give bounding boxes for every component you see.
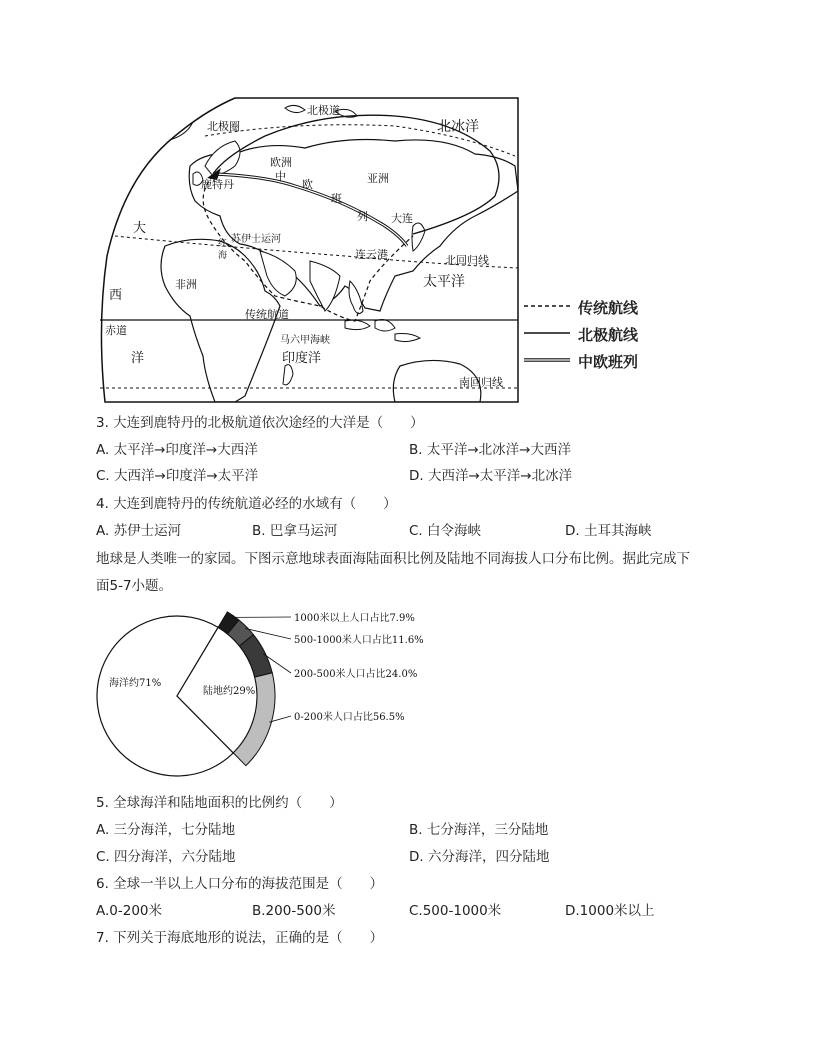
q5-option-c[interactable]: C. 四分海洋，六分陆地: [96, 849, 236, 865]
label-suez: 苏伊士运河: [231, 234, 281, 245]
label-traditional-route: 传统航道: [245, 308, 289, 321]
map-legend: [522, 296, 652, 378]
alt-1000plus-label: 1000米以上人口占比7.9%: [294, 613, 415, 624]
label-asia: 亚洲: [367, 172, 389, 185]
intro-paragraph-line1: 地球是人类唯一的家园。下图示意地球表面海陆面积比例及陆地不同海拔人口分布比例。据此完成下: [96, 551, 690, 567]
legend-rail-label: 中欧班列: [578, 353, 639, 371]
world-route-map: [95, 96, 520, 403]
label-malacca: 马六甲海峡: [280, 335, 330, 346]
intro-paragraph-line2: 面5-7小题。: [96, 578, 173, 594]
q6-stem: 6. 全球一半以上人口分布的海拔范围是（ ）: [96, 876, 384, 892]
legend-traditional-label: 传统航线: [578, 299, 639, 317]
ocean-slice-label: 海洋约71%: [109, 678, 162, 689]
q3-option-d[interactable]: D. 大西洋→太平洋→北冰洋: [409, 468, 573, 484]
pie-svg: [95, 606, 425, 792]
label-indian-ocean: 印度洋: [282, 351, 322, 366]
legend-arctic-label: 北极航线: [578, 326, 639, 344]
label-yang: 洋: [131, 351, 145, 366]
q5-option-b[interactable]: B. 七分海洋，三分陆地: [409, 822, 549, 838]
alt-500-1000-label: 500-1000米人口占比11.6%: [294, 635, 424, 646]
q3-option-b[interactable]: B. 太平洋→北冰洋→大西洋: [409, 442, 571, 458]
label-dalian: 大连: [391, 212, 413, 225]
q5-option-d[interactable]: D. 六分海洋，四分陆地: [409, 849, 550, 865]
label-tropic-cancer: 北回归线: [445, 254, 489, 267]
label-lianyungang: 连云港: [355, 248, 388, 261]
q3-option-a[interactable]: A. 太平洋→印度洋→大西洋: [96, 442, 258, 458]
alt-200-500-label: 200-500米人口占比24.0%: [294, 669, 418, 680]
label-equator: 赤道: [105, 324, 127, 337]
label-arctic-ocean: 北冰洋: [437, 119, 479, 135]
q4-stem: 4. 大连到鹿特丹的传统航道必经的水域有（ ）: [96, 496, 397, 512]
label-ban: 班: [331, 192, 342, 205]
q6-option-b[interactable]: B.200-500米: [252, 903, 336, 919]
label-africa: 非洲: [175, 278, 197, 291]
alt-0-200-label: 0-200米人口占比56.5%: [294, 712, 405, 723]
label-pacific: 太平洋: [423, 274, 465, 290]
q4-option-b[interactable]: B. 巴拿马运河: [252, 523, 338, 539]
label-rotterdam: 鹿特丹: [201, 178, 234, 191]
q4-option-c[interactable]: C. 白令海峡: [409, 523, 482, 539]
q3-option-c[interactable]: C. 大西洋→印度洋→太平洋: [96, 468, 259, 484]
land-sea-pie-chart: [95, 606, 425, 792]
label-zhong: 中: [275, 170, 286, 183]
q6-option-a[interactable]: A.0-200米: [96, 903, 163, 919]
q6-option-c[interactable]: C.500-1000米: [409, 903, 502, 919]
q4-option-d[interactable]: D. 土耳其海峡: [565, 523, 652, 539]
q7-stem: 7. 下列关于海底地形的说法，正确的是（ ）: [96, 930, 384, 946]
label-da: 大: [133, 221, 147, 236]
q5-option-a[interactable]: A. 三分海洋，七分陆地: [96, 822, 236, 838]
q5-stem: 5. 全球海洋和陆地面积的比例约（ ）: [96, 795, 343, 811]
q3-stem: 3. 大连到鹿特丹的北极航道依次途经的大洋是（ ）: [96, 415, 424, 431]
label-red-sea-b: 海: [218, 251, 228, 261]
q4-option-a[interactable]: A. 苏伊士运河: [96, 523, 182, 539]
legend-symbols: [522, 296, 572, 376]
label-arctic-route: 北极道: [307, 104, 340, 117]
label-ou: 欧: [302, 178, 313, 191]
label-red-sea-a: 红: [218, 239, 228, 249]
label-arctic-circle: 北极圈: [207, 120, 240, 133]
label-europe: 欧洲: [270, 156, 292, 169]
label-xi: 西: [109, 288, 123, 303]
q6-option-d[interactable]: D.1000米以上: [565, 903, 655, 919]
label-lie: 列: [357, 210, 368, 223]
label-tropic-capricorn: 南回归线: [459, 376, 503, 389]
land-slice-label: 陆地约29%: [203, 686, 256, 697]
map-svg: [95, 96, 520, 403]
